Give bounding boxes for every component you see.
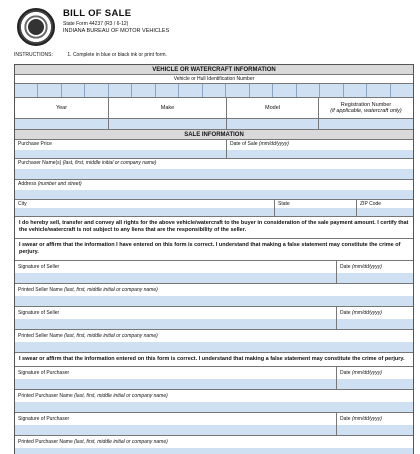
address-label: Address — [18, 181, 37, 187]
seller-date-field-2[interactable] — [337, 307, 413, 329]
seller-signature-field[interactable] — [15, 261, 337, 283]
vin-character-box[interactable] — [320, 84, 343, 97]
seller-signature-field-2[interactable] — [15, 307, 337, 329]
vehicle-section-title: VEHICLE OR WATERCRAFT INFORMATION — [15, 65, 413, 74]
purchase-price-label: Purchase Price — [18, 141, 52, 147]
printed-seller-label-2: Printed Seller Name — [18, 332, 63, 339]
vin-label: Vehicle or Hull Identification Number — [173, 76, 255, 82]
instructions — [14, 52, 414, 58]
printed-purchaser-format: (last, first, middle initial or company name) — [74, 393, 168, 400]
purchaser-signature-field[interactable] — [15, 367, 337, 389]
printed-seller-format-2: (last, first, middle initial or company name) — [64, 332, 158, 339]
state-field[interactable] — [275, 200, 357, 216]
zip-field[interactable] — [357, 200, 413, 216]
printed-purchaser-label: Printed Purchaser Name — [18, 393, 73, 400]
date-of-sale-format: (mm/dd/yyyy) — [258, 141, 289, 147]
state-label: State — [278, 201, 290, 207]
registration-label: Registration Number — [340, 102, 392, 108]
model-field[interactable] — [227, 119, 319, 129]
vin-character-box[interactable] — [297, 84, 320, 97]
vin-character-box[interactable] — [273, 84, 296, 97]
registration-note: (if applicable, watercraft only) — [330, 108, 402, 114]
vin-character-box[interactable] — [226, 84, 249, 97]
purchaser-names-format: (last, first, middle initial or company name) — [62, 160, 157, 166]
vin-character-box[interactable] — [179, 84, 202, 97]
printed-seller-name-field-2[interactable] — [15, 330, 413, 352]
vin-character-box[interactable] — [15, 84, 38, 97]
address-format: (number and street) — [37, 181, 82, 187]
form-header — [14, 6, 414, 52]
seller-date-format-2: (mm/dd/yyyy) — [351, 309, 382, 316]
printed-seller-label: Printed Seller Name — [18, 286, 63, 293]
date-of-sale-field[interactable] — [227, 140, 413, 158]
vin-character-box[interactable] — [367, 84, 390, 97]
purchaser-date-format-2: (mm/dd/yyyy) — [351, 416, 382, 423]
purchaser-names-field[interactable] — [15, 159, 413, 179]
vin-character-box[interactable] — [156, 84, 179, 97]
purchaser-signature-label-2: Signature of Purchaser — [18, 416, 70, 423]
purchaser-names-label: Purchaser Name(s) — [18, 160, 62, 166]
vin-character-box[interactable] — [250, 84, 273, 97]
purchase-price-field[interactable] — [15, 140, 227, 158]
printed-purchaser-name-field-2[interactable] — [15, 436, 413, 454]
printed-seller-name-field[interactable] — [15, 284, 413, 306]
purchaser-date-label-2: Date — [340, 416, 351, 423]
year-label: Year — [15, 98, 109, 118]
vin-input-row — [15, 84, 413, 98]
printed-purchaser-name-field[interactable] — [15, 390, 413, 412]
printed-purchaser-label-2: Printed Purchaser Name — [18, 439, 73, 446]
zip-label: ZIP Code — [360, 201, 382, 207]
purchaser-date-field[interactable] — [337, 367, 413, 389]
printed-purchaser-format-2: (last, first, middle initial or company name) — [74, 439, 168, 446]
model-label: Model — [227, 98, 319, 118]
instructions-text: 1. Complete in blue or black ink or print form. — [67, 52, 167, 58]
city-field[interactable] — [15, 200, 275, 216]
purchaser-date-label: Date — [340, 370, 351, 377]
purchaser-affirmation: I swear or affirm that the information entered on this form is correct. I understand that making a false statement may constitute the crime of perjury. — [15, 353, 413, 366]
date-of-sale-label: Date of Sale — [230, 141, 258, 147]
registration-header — [319, 98, 413, 118]
bill-of-sale-form — [14, 64, 414, 454]
seller-affirmation: I swear or affirm that the information I have entered on this form is correct. I understand that making a false statement may constitute the crime of perjury. — [15, 239, 413, 260]
make-field[interactable] — [109, 119, 227, 129]
printed-seller-format: (last, first, middle initial or company name) — [64, 286, 158, 293]
seller-date-format: (mm/dd/yyyy) — [351, 263, 382, 270]
vin-character-box[interactable] — [109, 84, 132, 97]
vin-character-box[interactable] — [38, 84, 61, 97]
vin-character-box[interactable] — [203, 84, 226, 97]
seller-date-label: Date — [340, 263, 351, 270]
vin-character-box[interactable] — [62, 84, 85, 97]
seller-date-label-2: Date — [340, 309, 351, 316]
sale-section-title: SALE INFORMATION — [15, 130, 413, 139]
vin-character-box[interactable] — [344, 84, 367, 97]
seller-signature-label: Signature of Seller — [18, 263, 60, 270]
year-field[interactable] — [15, 119, 109, 129]
form-title: BILL OF SALE — [63, 8, 132, 19]
vin-character-box[interactable] — [132, 84, 155, 97]
form-number: State Form 44237 (R3 / 6-12) — [63, 21, 129, 27]
seller-date-field[interactable] — [337, 261, 413, 283]
purchaser-date-format: (mm/dd/yyyy) — [351, 370, 382, 377]
transfer-statement: I do hereby sell, transfer and convey all rights for the above vehicle/watercraft to the buyer in consideration of the sale payment amount. I certify that the vehicle/watercraft is not subject to any liens that are the responsibility of the seller. — [15, 217, 413, 238]
vin-character-box[interactable] — [391, 84, 413, 97]
seller-signature-label-2: Signature of Seller — [18, 309, 60, 316]
purchaser-date-field-2[interactable] — [337, 413, 413, 435]
purchaser-signature-field-2[interactable] — [15, 413, 337, 435]
state-seal-icon — [17, 8, 55, 46]
address-field[interactable] — [15, 180, 413, 199]
bureau-name: INDIANA BUREAU OF MOTOR VEHICLES — [63, 28, 170, 34]
make-label: Make — [109, 98, 227, 118]
purchaser-signature-label: Signature of Purchaser — [18, 370, 70, 377]
registration-field[interactable] — [319, 119, 413, 129]
instructions-label: INSTRUCTIONS: — [14, 52, 53, 58]
city-label: City — [18, 201, 27, 207]
vin-character-box[interactable] — [85, 84, 108, 97]
